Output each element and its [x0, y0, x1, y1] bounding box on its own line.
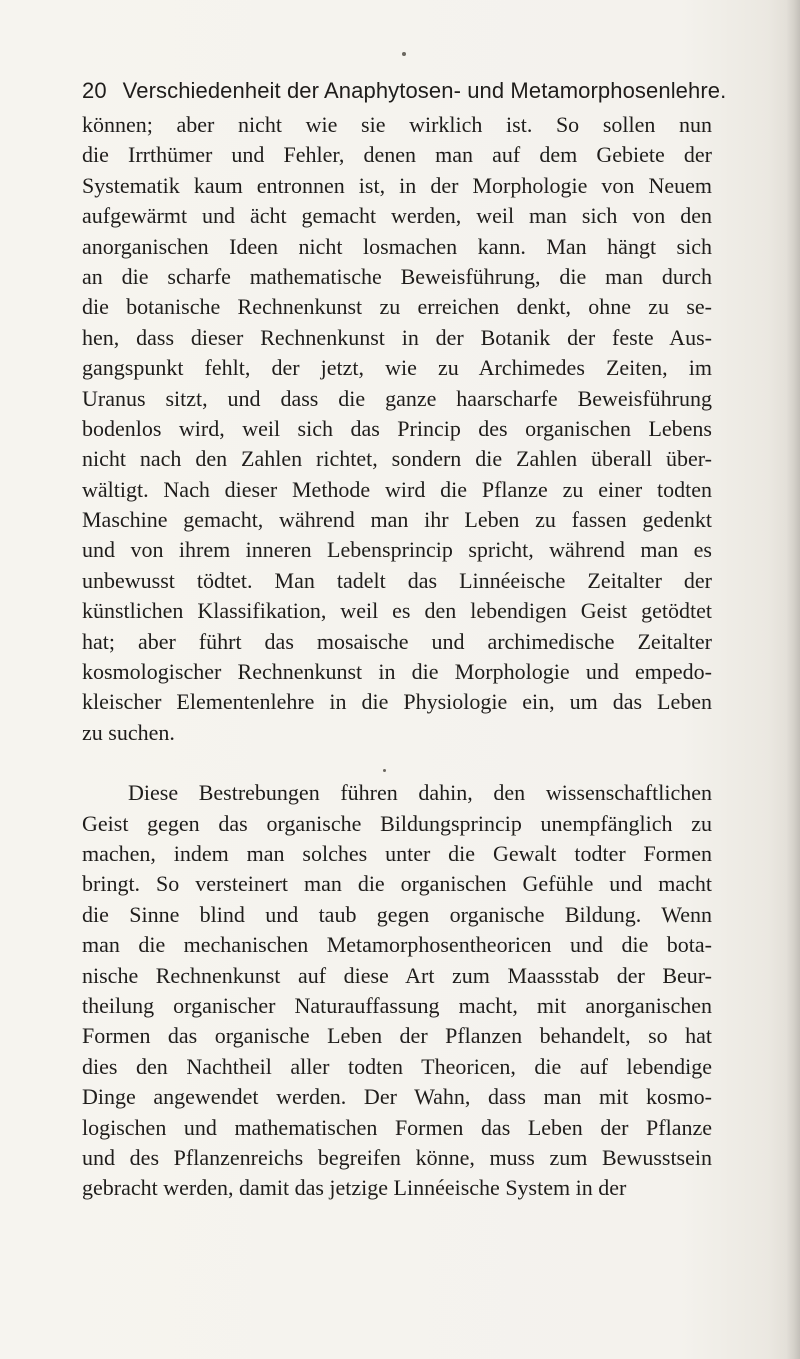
text-line: und von ihrem inneren Lebensprincip spricht, während man es: [82, 537, 712, 563]
text-line: gangspunkt fehlt, der jetzt, wie zu Archimedes Zeiten, im: [82, 355, 712, 381]
paragraph: [82, 778, 712, 1203]
text-line: nicht nach den Zahlen richtet, sondern die Zahlen überall über-: [82, 446, 712, 472]
text-line: kleischer Elementenlehre in die Physiologie ein, um das Leben: [82, 689, 712, 715]
text-line: man die mechanischen Metamorphosentheoricen und die bota-: [82, 932, 712, 958]
text-line: theilung organischer Naturauffassung macht, mit anorganischen: [82, 992, 712, 1018]
text-line: logischen und mathematischen Formen das Leben der Pflanze: [82, 1114, 712, 1140]
body-text: [82, 110, 712, 1204]
ink-speck: [402, 52, 406, 56]
page-number: 20: [82, 78, 107, 103]
running-head: [82, 78, 726, 104]
text-line: machen, indem man solches unter die Gewalt todter Formen: [82, 840, 712, 866]
paragraph-gap: [82, 748, 712, 778]
text-line: die Irrthümer und Fehler, denen man auf dem Gebiete der: [82, 142, 712, 168]
text-line: Geist gegen das organische Bildungsprincip unempfänglich zu: [82, 810, 712, 836]
text-line: gebracht werden, damit das jetzige Linnéeische System in der: [82, 1175, 627, 1201]
text-line: Formen das organische Leben der Pflanzen behandelt, so hat: [82, 1023, 712, 1049]
paragraph: [82, 110, 712, 748]
text-line: zu suchen.: [82, 719, 175, 745]
text-line: kosmologischer Rechnenkunst in die Morphologie und empedo-: [82, 659, 712, 685]
text-line: Maschine gemacht, während man ihr Leben zu fassen gedenkt: [82, 507, 712, 533]
text-line: unbewusst tödtet. Man tadelt das Linnéeische Zeitalter der: [82, 567, 712, 593]
text-line: an die scharfe mathematische Beweisführung, die man durch: [82, 263, 712, 289]
text-line: können; aber nicht wie sie wirklich ist. So sollen nun: [82, 112, 712, 137]
text-line: dies den Nachtheil aller todten Theoricen, die auf lebendige: [82, 1053, 712, 1079]
text-line: Diese Bestrebungen führen dahin, den wissenschaftlichen: [128, 780, 712, 806]
running-title: Verschiedenheit der Anaphytosen- und Metamorphosenlehre.: [122, 78, 727, 103]
text-line: hat; aber führt das mosaische und archimedische Zeitalter: [82, 628, 712, 654]
text-line: die Sinne blind und taub gegen organische Bildung. Wenn: [82, 901, 712, 927]
text-line: aufgewärmt und ächt gemacht werden, weil man sich von den: [82, 203, 712, 229]
text-line: bodenlos wird, weil sich das Princip des organischen Lebens: [82, 415, 712, 441]
text-line: hen, dass dieser Rechnenkunst in der Botanik der feste Aus-: [82, 324, 712, 350]
text-line: nische Rechnenkunst auf diese Art zum Maassstab der Beur-: [82, 962, 712, 988]
text-line: Systematik kaum entronnen ist, in der Morphologie von Neuem: [82, 172, 712, 198]
text-line: Dinge angewendet werden. Der Wahn, dass man mit kosmo-: [82, 1084, 712, 1110]
text-line: bringt. So versteinert man die organischen Gefühle und macht: [82, 871, 712, 897]
page-edge-shadow: [786, 0, 800, 1359]
text-line: und des Pflanzenreichs begreifen könne, muss zum Bewusstsein: [82, 1144, 712, 1170]
text-line: Uranus sitzt, und dass die ganze haarscharfe Beweisführung: [82, 385, 712, 411]
text-line: künstlichen Klassifikation, weil es den lebendigen Geist getödtet: [82, 598, 712, 624]
text-line: wältigt. Nach dieser Methode wird die Pflanze zu einer todten: [82, 476, 712, 502]
ink-speck: [383, 769, 386, 772]
text-line: anorganischen Ideen nicht losmachen kann. Man hängt sich: [82, 233, 712, 259]
text-line: die botanische Rechnenkunst zu erreichen denkt, ohne zu se-: [82, 294, 712, 320]
